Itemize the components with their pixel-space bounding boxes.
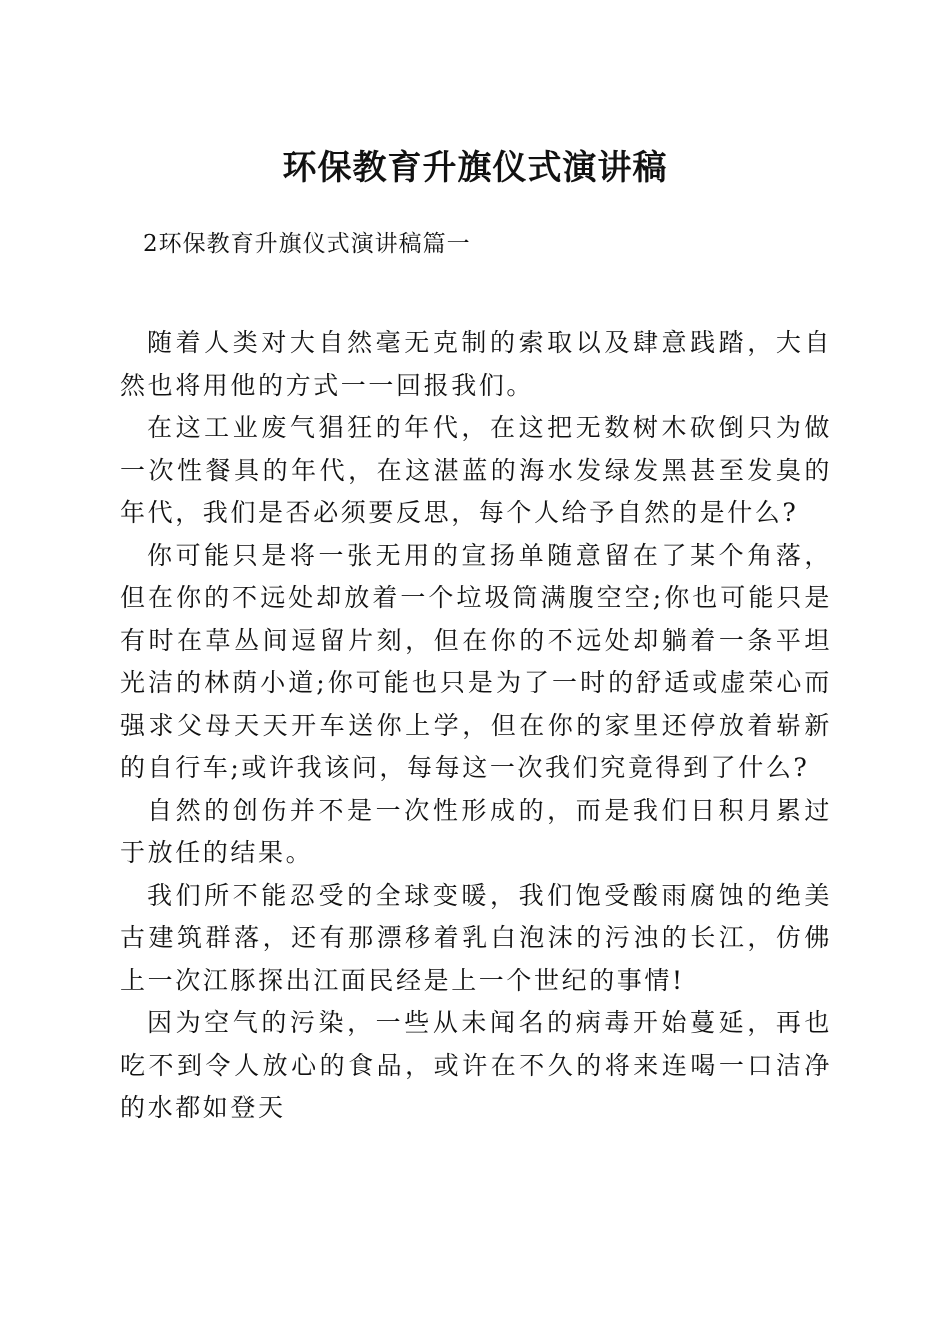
paragraph: 自然的创伤并不是一次性形成的，而是我们日积月累过于放任的结果。 — [120, 795, 832, 867]
paragraph: 你可能只是将一张无用的宣扬单随意留在了某个角落，但在你的不远处却放着一个垃圾筒满腹空空;你也可能只是有时在草丛间逗留片刻，但在你的不远处却躺着一条平坦光洁的林荫小道;你可能也只是为了一时的舒适或虚荣心而强求父母天天开车送你上学，但在你的家里还停放着崭新的自行车;或许我该问，每每这一次我们究竟得到了什么? — [120, 540, 832, 782]
document-title: 环保教育升旗仪式演讲稿 — [282, 148, 668, 188]
document-body — [120, 322, 832, 1130]
document-subtitle: 2环保教育升旗仪式演讲稿篇一 — [143, 231, 471, 257]
paragraph: 我们所不能忍受的全球变暖，我们饱受酸雨腐蚀的绝美古建筑群落，还有那漂移着乳白泡沫的污浊的长江，仿佛上一次江豚探出江面民经是上一个世纪的事情! — [120, 880, 832, 995]
paragraph: 随着人类对大自然毫无克制的索取以及肆意践踏，大自然也将用他的方式一一回报我们。 — [120, 328, 832, 400]
paragraph: 因为空气的污染，一些从未闻名的病毒开始蔓延，再也吃不到令人放心的食品，或许在不久的将来连喝一口洁净的水都如登天 — [120, 1008, 832, 1122]
paragraph: 在这工业废气猖狂的年代，在这把无数树木砍倒只为做一次性餐具的年代，在这湛蓝的海水发绿发黑甚至发臭的年代，我们是否必须要反思，每个人给予自然的是什么? — [120, 413, 832, 527]
